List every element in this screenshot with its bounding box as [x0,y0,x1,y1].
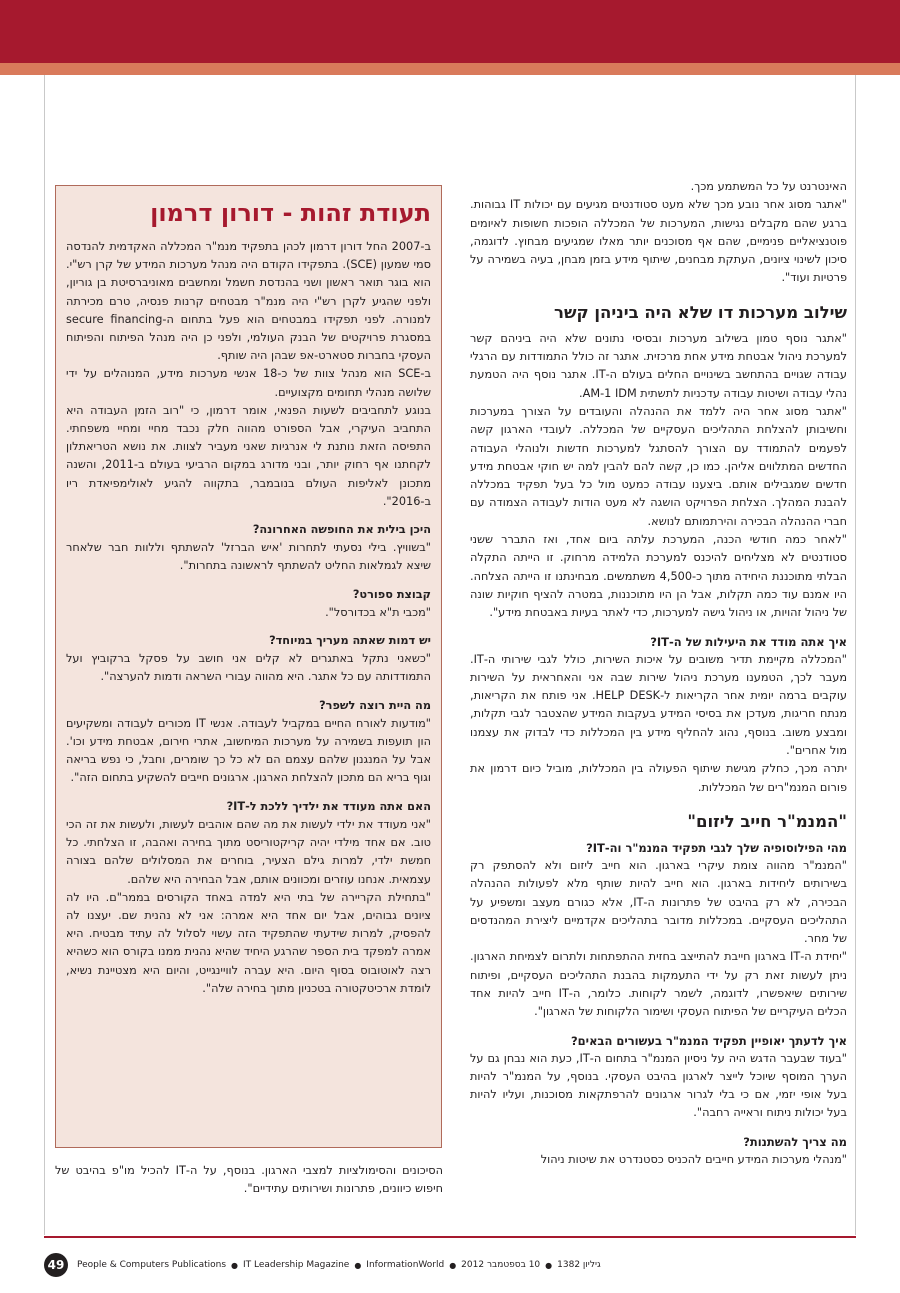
bullet-icon: ● [449,1260,457,1270]
footer-issue: גיליון 1382 [557,1260,601,1270]
profile-question: מה היית רוצה לשפר? [319,698,431,712]
profile-question: היכן בילית את החופשה האחרונה? [252,523,431,537]
profile-answer: "בתחילת הקריירה של בתי היא למדה באחד הקורסים בממר"ם. היו לה ציונים גבוהים, אבל יום אחד היא אמרה: אני לא נהנית שם. יעצנו לה להפסיק, למרות שידעתי שהתפקיד הזה עשוי לסלול לה עתיד מבטיח. היא אמרה למפקד בית הספר שהרגע היחיד שהיא נהנית ממנו בקורס הוא כשהיא רצה לאוטובוס בסוף היום. היא עברה לוויינגייט, והיום היא מצטיינת נשיא, לומדת ארכיטקטורה בטכניון מתוך בחירה שלה". [66,890,431,995]
question-future: איך לדעתך יאופיין תפקיד המנמ"ר בעשורים הבאים? [571,1033,847,1048]
paragraph: "בעוד שבעבר הדגש היה על ניסיון המנמ"ר בתחום ה-IT, כעת הוא נבחן גם על הערך המוסף שיוכל לייצר לארגון בהיבט העסקי. בנוסף, על המנמ"ר להיות בעל אופי יזמי, אם כי בלי לגרור ארגונים להרפתקאות מסוכנות, ועליו להיות בעל יכולות ניתוח וראייה רחבה". [470,1051,847,1120]
paragraph: האינטרנט על כל המשתמע מכך. [690,180,847,193]
page-border-right [855,75,856,1235]
bullet-icon: ● [545,1260,553,1270]
profile-answer: "כשאני נתקל באתגרים לא קלים אני חושב על פסקל ברקוביץ ועל התמודדותה עם כל אתגר. היא מהווה עבורי השראה ודמות להערצה". [66,652,431,684]
profile-question: יש דמות שאתה מעריך במיוחד? [269,634,431,648]
profile-answer: "מודעות לאורח החיים במקביל לעבודה. אנשי IT מכורים לעבודה ומשקיעים הון תועפות בשמירה על מערכות המיחשוב, אתרי חירום, אבטחת מידע וכו'. אבל על המנגנון שלהם עצמם הם לא כל כך שומרים, וחבל, כי נפש בריאה וגוף בריא הם מתכון להצלחת הארגון. ארגונים חייבים להשקיע בתחום הזה". [66,716,431,785]
continuation-column [55,1162,443,1199]
header-band [0,0,900,63]
paragraph: "המנמ"ר מהווה צומת עיקרי בארגון. הוא חייב ליזום ולא להסתפק רק בשירותים ליחידות בארגון. הוא חייב להיות שותף מלא לפעולות ההנהלה הבכירה, לא רק בהיבט של פתרונות ה-IT, אלא כגורם מעצב ומשפיע על התהליכים העסקיים. במכללות מדובר בתהליכים אקדמיים ליצירת המהנדסים של מחר. [470,858,848,946]
footer-rule [44,1236,856,1238]
paragraph: "מנהלי מערכות המידע חייבים להכניס כסטנדרט את שיטות ניהול [540,1152,847,1166]
section-heading-initiative: "המנמ"ר חייב ליזום" [687,811,847,831]
footer-magazine: IT Leadership Magazine [243,1260,350,1270]
profile-question: קבוצת ספורט? [352,587,431,601]
paragraph: הסיכונים והסימולציות למצבי הארגון. בנוסף, על ה-IT להכיל מו"פ בהיבט של חיפוש כיוונים, פתרונות ושירותים עתידיים". [55,1164,443,1196]
profile-answer: "מכבי ת"א בכדורסל". [325,605,431,619]
paragraph: "אתגר מסוג אחר היה ללמד את ההנהלה והעובדים על הצורך במערכות וחשיבותן להצלחת התהליכים העסקיים של המכללה. לעובדי הארגון קשה לפעמים להתמודד עם הצורך להסתגל למערכות חדשות ולנוהלי העבודה החדשים המתלווים אליהן. כמו כן, קשה להם להבין למה יש חוקי אבטחת מידע חדשים שמגבילים אותם. ביצענו עבודה כמעט מול כל בעל תפקיד במכללה להבנת המהלך. הצלחת הפרויקט הושגה לא מעט הודות לעבודה הצמודה עם חברי ההנהלה הבכירה והירתמותם לנושא. [470,404,847,528]
paragraph: "יחידת ה-IT בארגון חייבת להתייצב בחזית ההתפתחות ולתרום לצמיחת הארגון. ניתן לעשות זאת רק על ידי התעמקות בהבנת התהליכים העסקיים, ופיתוח שירותים שיאפשרו, לדוגמה, לשמר לקוחות. כלומר, ה-IT חייב להיות אחד הכלים העיקריים של הפיתוח העסקי ושימור הלקוחות של הארגון". [470,950,847,1019]
page-border-left [44,75,45,1235]
paragraph: "המכללה מקיימת תדיר משובים על איכות השירות, כולל לגבי שירותי ה-IT. מעבר לכך, הטמענו מערכת ניהול שירות שבה אני והאחראית על השירות עוקבים ברמה יומית אחר הקריאות ל-HELP DESK. אני פותח את הקריאות, מנתח חריגות, מעדכן את בסיסי המידע בעקבות המידע שהצטבר לגבי תקלות, ומבצע משוב. בנוסף, נהוג להחליף מידע בין המכללות כדי לבדוק את עצמנו מול אחרים". [470,652,847,758]
question-philosophy: מהי הפילוסופיה שלך לגבי תפקיד המנמ"ר וה-IT? [586,840,847,855]
profile-paragraph: ב-2007 החל דורון דרמון לכהן בתפקיד מנמ"ר המכללה האקדמית להנדסה סמי שמעון (SCE). בתפקידו הקודם היה מנהל מערכות המידע של קרן רש"י. הוא בוגר תואר ראשון ושני בהנדסת חשמל ומחשבים מאוניברסיטת בן גוריון, ולפני שהגיע לקרן רש"י היה מנמ"ר מבטחים קרנות פנסיה, טרם מכירתה למנורה. לפני תפקידו במבטחים הוא פעל בתחום ה-secure financing במסגרת פרויקטים של הבנק העולמי, ולפני כן היה מנהל הפיתוח והפיתוח העסקי בחברות סטארט-אפ שבהן היה שותף. [66,240,432,363]
profile-answer: "בשוויץ. בילי נסעתי לתחרות 'איש הברזל' להשתתף וללוות חבר שלאחר שיצא לגמלאות החליט להשתתף לראשונה בתחרות". [66,541,431,573]
main-column [470,178,847,1169]
paragraph: "לאחר כמה חודשי הכנה, המערכת עלתה ביום אחד, ואז התברר ששני סטודנטים לא מצליחים להיכנס למערכת הלמידה מרחוק. זו הייתה התקלה הבלתי מתוכננת היחידה מתוך כ-4,500 משתמשים. מבחינתנו זו הייתה הצלחה. היו אמנם עוד כמה תקלות, אבל הן היו מתוכננות, במטרה להציף חוקיות שונה של ניהול זהויות, או ניהול גישה למערכות, כדי לאתר בעיות באבטחת מידע". [470,533,847,620]
footer-site: InformationWorld [366,1260,445,1270]
question-measure: איך אתה מודד את היעילות של ה-IT? [650,634,847,649]
profile-title: תעודת זהות - דורון דרמון [150,199,431,227]
profile-question: האם אתה מעודד את ילדיך ללכת ל-IT? [226,799,431,813]
paragraph: יתרה מכך, כחלק מגישת שיתוף הפעולה בין המכללות, מוביל כיום דרמון את פורום המנמ"רים של המכללות. [470,762,847,794]
bullet-icon: ● [231,1260,238,1270]
profile-box [55,185,442,1148]
profile-paragraph: ב-SCE הוא מנהל צוות של כ-18 אנשי מערכות מידע, המנוהלים על ידי שלושה מנהלי תחומים מקצועיים. [66,367,431,399]
page-number: 49 [44,1253,68,1277]
profile-answer: "אני מעודד את ילדי לעשות את מה שהם אוהבים לעשות, ולעשות את זה הכי טוב. אם אחד מילדי יהיה קריקטוריסט מתוך בחירה ואהבה, זו הצלחתי. כל חמשת ילדי, למרות גילם הצעיר, בוחרים את המסלולים שלהם בצורה עצמאית. אנחנו עוזרים ומכוונים אותם, אבל הבחירה היא שלהם. [66,817,431,886]
header-stripe [0,63,900,75]
footer-publisher: People & Computers Publications [77,1260,227,1270]
paragraph: "אתגר נוסף טמון בשילוב מערכות ובסיסי נתונים שלא היה ביניהם קשר למערכת ניהול אבטחת מידע אחת מרכזית. אתגר זה כולל התמודדות עם הרגלי עבודה שגויים בהתחשב בשינויים החלים בעולם ה-IT. אתגר נוסף היה הטמעת נהלי עבודה ושיטות עבודה עדכניות לתשתית AM-1 IDM. [470,331,847,400]
profile-paragraph: בנוגע לתחביבים לשעות הפנאי, אומר דרמון, כי "רוב הזמן העבודה היא התחביב העיקרי, אבל הספורט מהווה חלק נכבד מחיי ומחיי משפחתי. התפיסה הזאת נותנת לי אנרגיות שאני מעביר לצוות. את נושא הטריאתלון לקחתנו אף רחוק יותר, ובני מדורג במקום הרביעי בעולם ב-2011, והשנה מתכונן לאליפות העולם בנובמבר, בתקווה להגיע לאולימפיאדת ריו ב-2016". [66,403,431,508]
paragraph: "אתגר מסוג אחר נובע מכך שלא מעט סטודנטים מגיעים עם יכולות IT גבוהות. ברגע שהם מקבלים נגישות, המערכות של המכללה הופכות חשופות לאיומים פוטנציאליים פנימיים, שהם אף מסוכנים יותר מאלו שמגיעים מבחוץ. לדוגמה, סיכון לשינוי ציונים, העתקת מבחנים, שיתוף מידע בזמן מבחן, בעיה בשמירה על פרטיות ועוד". [470,198,847,285]
footer-date: 10 בספטמבר 2012 [461,1260,541,1270]
section-heading-integration: שילוב מערכות דו שלא היה ביניהן קשר [554,302,847,322]
bullet-icon: ● [354,1260,362,1270]
question-improve: מה צריך להשתנות? [743,1134,847,1149]
page-footer [44,1252,604,1278]
